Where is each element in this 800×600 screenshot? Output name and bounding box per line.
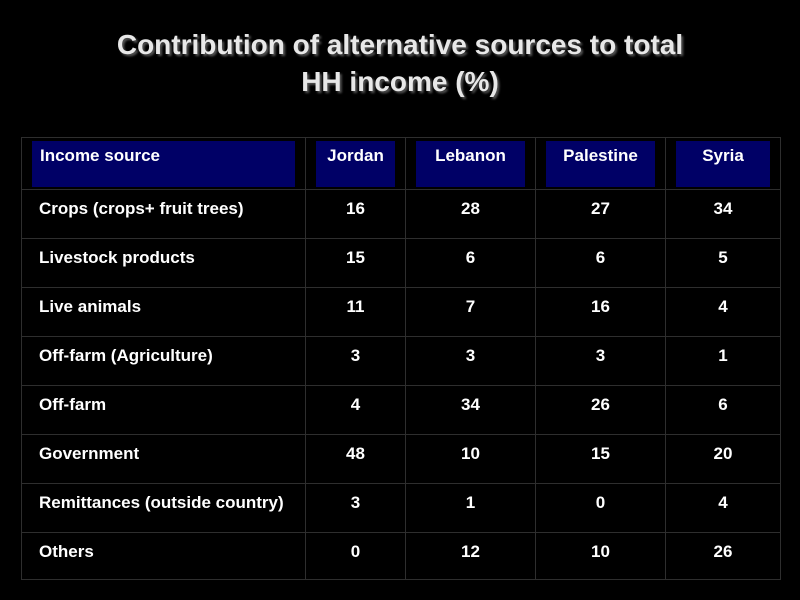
- cell-lebanon: 7: [406, 288, 536, 337]
- cell-lebanon: 3: [406, 337, 536, 386]
- table-row: [22, 484, 781, 533]
- cell-syria: 6: [666, 386, 781, 435]
- row-label: Remittances (outside country): [22, 484, 306, 533]
- cell-syria: 5: [666, 239, 781, 288]
- slide-title-line-2: HH income (%): [301, 66, 499, 97]
- row-label: Others: [22, 533, 306, 580]
- cell-jordan: 4: [306, 386, 406, 435]
- header-label: Income source: [32, 141, 295, 187]
- header-palestine: [536, 138, 666, 190]
- cell-syria: 4: [666, 288, 781, 337]
- cell-palestine: 16: [536, 288, 666, 337]
- row-label: Livestock products: [22, 239, 306, 288]
- income-table: [21, 137, 781, 580]
- cell-palestine: 27: [536, 190, 666, 239]
- table-row: [22, 435, 781, 484]
- header-syria: [666, 138, 781, 190]
- table-row: [22, 337, 781, 386]
- cell-jordan: 0: [306, 533, 406, 580]
- table-row: [22, 190, 781, 239]
- slide-title: [0, 26, 800, 100]
- cell-palestine: 26: [536, 386, 666, 435]
- cell-lebanon: 34: [406, 386, 536, 435]
- row-label: Off-farm: [22, 386, 306, 435]
- cell-lebanon: 6: [406, 239, 536, 288]
- header-lebanon: [406, 138, 536, 190]
- row-label: Live animals: [22, 288, 306, 337]
- cell-palestine: 10: [536, 533, 666, 580]
- row-label: Off-farm (Agriculture): [22, 337, 306, 386]
- header-label: Lebanon: [416, 141, 525, 187]
- header-income-source: [22, 138, 306, 190]
- cell-palestine: 0: [536, 484, 666, 533]
- cell-lebanon: 28: [406, 190, 536, 239]
- row-label: Government: [22, 435, 306, 484]
- table-row: [22, 533, 781, 580]
- slide-title-line-1: Contribution of alternative sources to total: [116, 29, 684, 60]
- cell-jordan: 48: [306, 435, 406, 484]
- cell-jordan: 16: [306, 190, 406, 239]
- cell-syria: 20: [666, 435, 781, 484]
- cell-syria: 26: [666, 533, 781, 580]
- cell-lebanon: 10: [406, 435, 536, 484]
- cell-palestine: 6: [536, 239, 666, 288]
- table-row: [22, 239, 781, 288]
- cell-syria: 4: [666, 484, 781, 533]
- cell-jordan: 3: [306, 484, 406, 533]
- cell-syria: 34: [666, 190, 781, 239]
- cell-jordan: 15: [306, 239, 406, 288]
- table-row: [22, 386, 781, 435]
- cell-jordan: 11: [306, 288, 406, 337]
- header-label: Palestine: [546, 141, 655, 187]
- table-row: [22, 288, 781, 337]
- header-jordan: [306, 138, 406, 190]
- cell-lebanon: 1: [406, 484, 536, 533]
- cell-palestine: 15: [536, 435, 666, 484]
- cell-palestine: 3: [536, 337, 666, 386]
- header-label: Syria: [676, 141, 770, 187]
- table-header-row: [22, 138, 781, 190]
- header-label: Jordan: [316, 141, 395, 187]
- cell-jordan: 3: [306, 337, 406, 386]
- cell-lebanon: 12: [406, 533, 536, 580]
- cell-syria: 1: [666, 337, 781, 386]
- row-label: Crops (crops+ fruit trees): [22, 190, 306, 239]
